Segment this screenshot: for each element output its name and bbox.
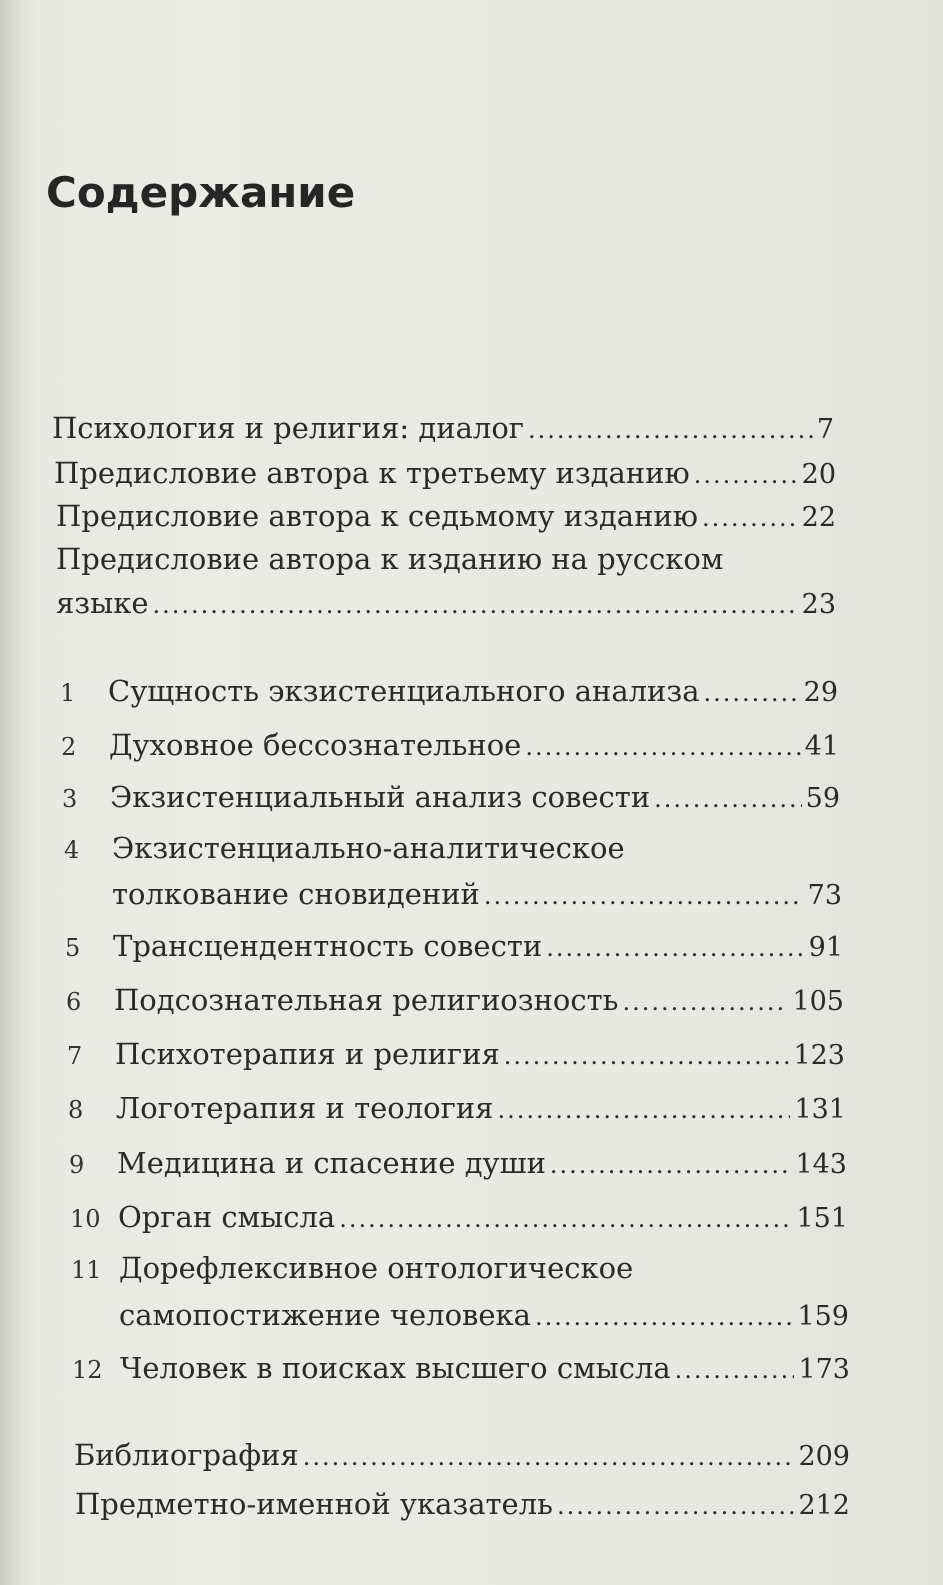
toc-entry-page: 209 — [798, 1441, 850, 1472]
toc-entry — [56, 498, 836, 536]
toc-entry — [74, 1437, 850, 1475]
toc-entry-page: 23 — [801, 589, 836, 620]
chapter-number: 11 — [71, 1256, 102, 1284]
chapter-page: 151 — [796, 1203, 848, 1234]
chapter-page: 29 — [803, 677, 838, 708]
chapter-title-line1: Экзистенциально-аналитическое — [112, 831, 625, 865]
toc-leader-dots — [504, 1038, 790, 1074]
toc-chapter — [68, 1090, 846, 1128]
toc-leader-dots — [339, 1201, 792, 1237]
toc-leader-dots — [528, 412, 813, 448]
toc-leader-dots — [703, 675, 799, 711]
toc-leader-dots — [535, 1299, 794, 1335]
toc-chapter-line1 — [71, 1250, 849, 1288]
toc-entry — [54, 455, 836, 493]
toc-entry — [56, 585, 836, 623]
chapter-page: 91 — [808, 932, 843, 963]
chapter-number: 3 — [62, 785, 78, 813]
toc-entry-title: языке — [56, 586, 149, 620]
toc-leader-dots — [546, 930, 804, 966]
toc-chapter — [65, 928, 843, 966]
chapter-number: 5 — [65, 934, 81, 962]
toc-chapter — [66, 982, 844, 1020]
toc-entry-page: 20 — [801, 459, 836, 490]
toc-leader-dots — [152, 587, 797, 623]
toc-chapter — [61, 727, 839, 765]
toc-entry-title-line1: Предисловие автора к изданию на русском — [56, 542, 724, 576]
chapter-title: Медицина и спасение души — [117, 1146, 546, 1180]
toc-chapter — [60, 673, 838, 711]
chapter-page: 173 — [798, 1354, 850, 1385]
toc-entry-page: 22 — [801, 502, 836, 533]
toc-entry-title: Предметно-именной указатель — [75, 1487, 553, 1521]
toc-leader-dots — [497, 1092, 790, 1128]
chapter-number: 12 — [72, 1356, 103, 1384]
toc-leader-dots — [675, 1352, 795, 1388]
toc-leader-dots — [694, 457, 798, 493]
chapter-title: Духовное бессознательное — [109, 728, 522, 762]
toc-leader-dots — [303, 1439, 795, 1475]
toc-entry-title: Библиография — [74, 1438, 299, 1472]
chapter-title: Экзистенциальный анализ совести — [110, 780, 651, 814]
toc-chapter — [119, 1297, 849, 1335]
page-title: Содержание — [46, 168, 356, 217]
chapter-title: Орган смысла — [118, 1200, 336, 1234]
chapter-number: 10 — [70, 1205, 101, 1233]
chapter-number: 8 — [68, 1096, 84, 1124]
chapter-page: 59 — [805, 783, 840, 814]
toc-leader-dots — [557, 1488, 795, 1524]
chapter-number: 2 — [61, 733, 77, 761]
chapter-title: Трансцендентность совести — [113, 929, 543, 963]
toc-entry — [52, 410, 834, 448]
toc-entry-page: 7 — [816, 414, 834, 445]
toc-chapter — [112, 876, 842, 914]
chapter-title: Логотерапия и теология — [116, 1091, 494, 1125]
chapter-title: Подсознательная религиозность — [114, 983, 619, 1017]
toc-leader-dots — [702, 500, 798, 536]
chapter-page: 143 — [795, 1149, 847, 1180]
chapter-page: 105 — [792, 986, 844, 1017]
chapter-title-line1: Дорефлексивное онтологическое — [119, 1251, 634, 1285]
toc-entry-title: Предисловие автора к седьмому изданию — [56, 499, 698, 533]
toc-entry-title: Психология и религия: диалог — [52, 411, 524, 445]
page-gutter-shadow — [0, 0, 22, 1585]
chapter-title-line2: самопостижение человека — [119, 1298, 531, 1332]
chapter-page: 73 — [807, 880, 842, 911]
chapter-title: Человек в поисках высшего смысла — [120, 1351, 671, 1385]
toc-chapter — [67, 1036, 845, 1074]
chapter-page: 123 — [793, 1040, 845, 1071]
toc-entry-page: 212 — [798, 1490, 850, 1521]
toc-leader-dots — [525, 729, 800, 765]
toc-chapter — [62, 779, 840, 817]
chapter-number: 4 — [64, 836, 80, 864]
toc-entry — [75, 1486, 850, 1524]
chapter-title-line2: толкование сновидений — [112, 877, 480, 911]
chapter-number: 6 — [66, 988, 82, 1016]
chapter-title: Психотерапия и религия — [115, 1037, 500, 1071]
toc-entry-title: Предисловие автора к третьему изданию — [54, 456, 690, 490]
chapter-number: 9 — [69, 1151, 85, 1179]
toc-chapter-line1 — [64, 830, 842, 868]
toc-leader-dots — [622, 984, 788, 1020]
toc-chapter — [70, 1199, 848, 1237]
toc-leader-dots — [654, 781, 801, 817]
chapter-number: 7 — [67, 1042, 83, 1070]
chapter-page: 131 — [794, 1094, 846, 1125]
toc-chapter — [69, 1145, 847, 1183]
chapter-number: 1 — [60, 679, 76, 707]
toc-leader-dots — [550, 1147, 792, 1183]
chapter-page: 159 — [797, 1301, 849, 1332]
chapter-title: Сущность экзистенциального анализа — [108, 674, 700, 708]
chapter-page: 41 — [804, 731, 839, 762]
toc-leader-dots — [484, 878, 804, 914]
toc-chapter — [72, 1350, 850, 1388]
